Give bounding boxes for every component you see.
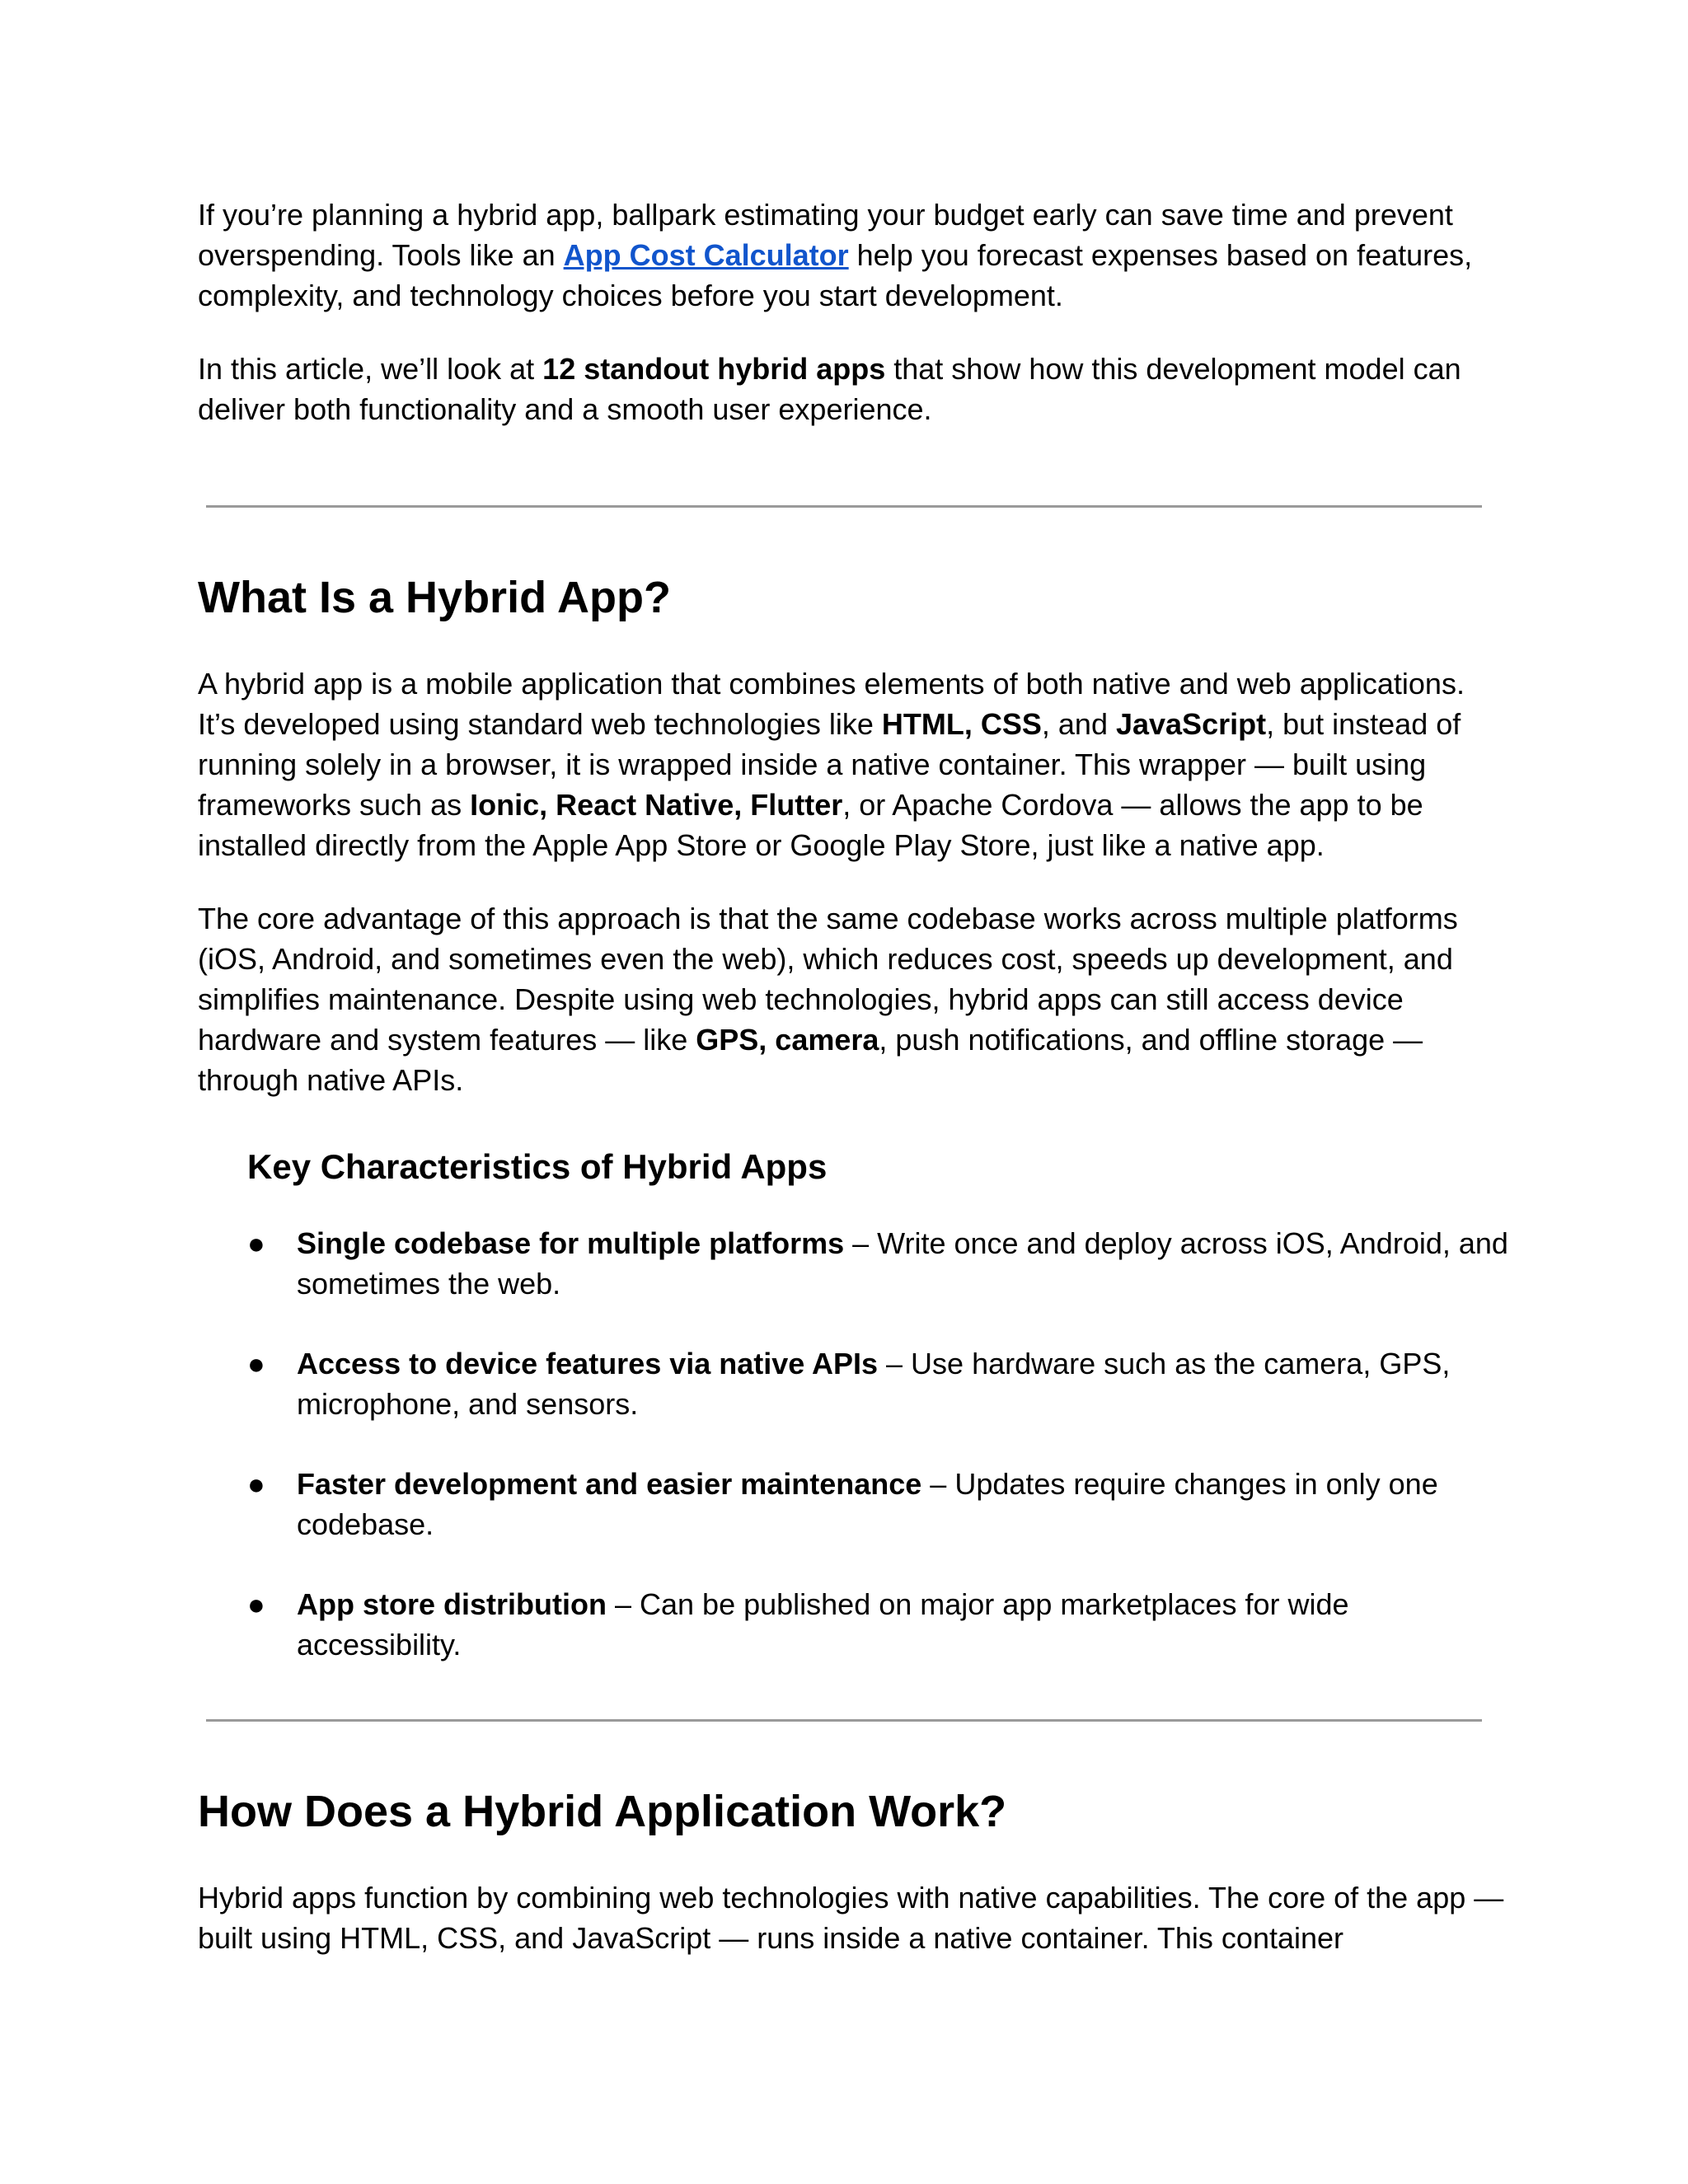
s1p1-bold-3: Ionic, React Native, Flutter — [470, 788, 843, 822]
list-item-title: Faster development and easier maintenance — [297, 1467, 922, 1501]
s1p1-text-3: , but instead of running solely in a browser, it is wrapped inside a native container. This wrapper — built using frameworks such as — [198, 707, 1461, 822]
bullet-icon: ● — [247, 1347, 265, 1380]
list-item-title: Single codebase for multiple platforms — [297, 1226, 845, 1260]
app-cost-calculator-link[interactable]: App Cost Calculator — [563, 238, 849, 272]
section-divider-2 — [206, 1719, 1482, 1722]
s1p2-text-2: , push notifications, and offline storage — through native APIs. — [198, 1023, 1423, 1097]
intro-bold-1: 12 standout hybrid apps — [542, 352, 886, 386]
intro-text-4: that show how this development model can deliver both functionality and a smooth user experience. — [198, 352, 1461, 426]
intro-paragraph-1 — [198, 194, 1508, 316]
list-item — [247, 1343, 1508, 1424]
s1p1-bold-2: JavaScript — [1115, 707, 1267, 741]
s1p1-text-4: , or Apache Cordova — allows the app to be installed directly from the Apple App Store or Google Play Store, just like a native app. — [198, 788, 1423, 862]
list-item-text: – Write once and deploy across iOS, Android, and sometimes the web. — [297, 1226, 1508, 1301]
list-item-text: – Use hardware such as the camera, GPS, microphone, and sensors. — [297, 1347, 1451, 1421]
s1p1-bold-1: HTML, CSS — [881, 707, 1042, 741]
intro-text-1: If you’re planning a hybrid app, ballpark estimating your budget early can save time and prevent overspending. Tools like an — [198, 198, 1453, 272]
bullet-icon: ● — [247, 1467, 265, 1501]
section-heading-what-is-hybrid: What Is a Hybrid App? — [198, 573, 672, 622]
list-item — [247, 1464, 1508, 1544]
section2-paragraph-1: Hybrid apps function by combining web technologies with native capabilities. The core of the app — built using HTML, CSS, and JavaScript — runs inside a native container. This container — [198, 1881, 1504, 1955]
list-item — [247, 1584, 1508, 1665]
bullet-icon: ● — [247, 1587, 265, 1621]
s1p1-text-2: , and — [1041, 707, 1116, 741]
key-characteristics-list — [247, 1223, 1508, 1665]
list-item — [247, 1223, 1508, 1304]
list-item-text: – Updates require changes in only one codebase. — [297, 1467, 1438, 1541]
section-heading-how-does-hybrid-work: How Does a Hybrid Application Work? — [198, 1787, 1007, 1836]
s1p2-text-1: The core advantage of this approach is that the same codebase works across multiple platforms (iOS, Android, and sometimes even the web), which reduces cost, speeds up development, and simplifies maintenance. Despite using web technologies, hybrid apps can still access device hardware and system features — like — [198, 902, 1458, 1057]
list-item-text: – Can be published on major app marketplaces for wide accessibility. — [297, 1587, 1349, 1661]
intro-text-2: help you forecast expenses based on features, complexity, and technology choices before you start development. — [198, 238, 1473, 312]
list-item-title: Access to device features via native APIs — [297, 1347, 879, 1380]
s1p2-bold-1: GPS, camera — [696, 1023, 879, 1057]
article-body — [198, 194, 1508, 1958]
subheading-key-characteristics: Key Characteristics of Hybrid Apps — [247, 1147, 828, 1186]
section1-paragraph-1 — [198, 663, 1508, 865]
section1-paragraph-2 — [198, 898, 1508, 1100]
s1p1-text-1: A hybrid app is a mobile application that combines elements of both native and web applications. It’s developed using standard web technologies like — [198, 667, 1465, 741]
list-item-title: App store distribution — [297, 1587, 607, 1621]
section-divider-1 — [206, 505, 1482, 508]
bullet-icon: ● — [247, 1226, 265, 1260]
intro-text-3: In this article, we’ll look at — [198, 352, 543, 386]
intro-paragraph-2 — [198, 349, 1508, 429]
